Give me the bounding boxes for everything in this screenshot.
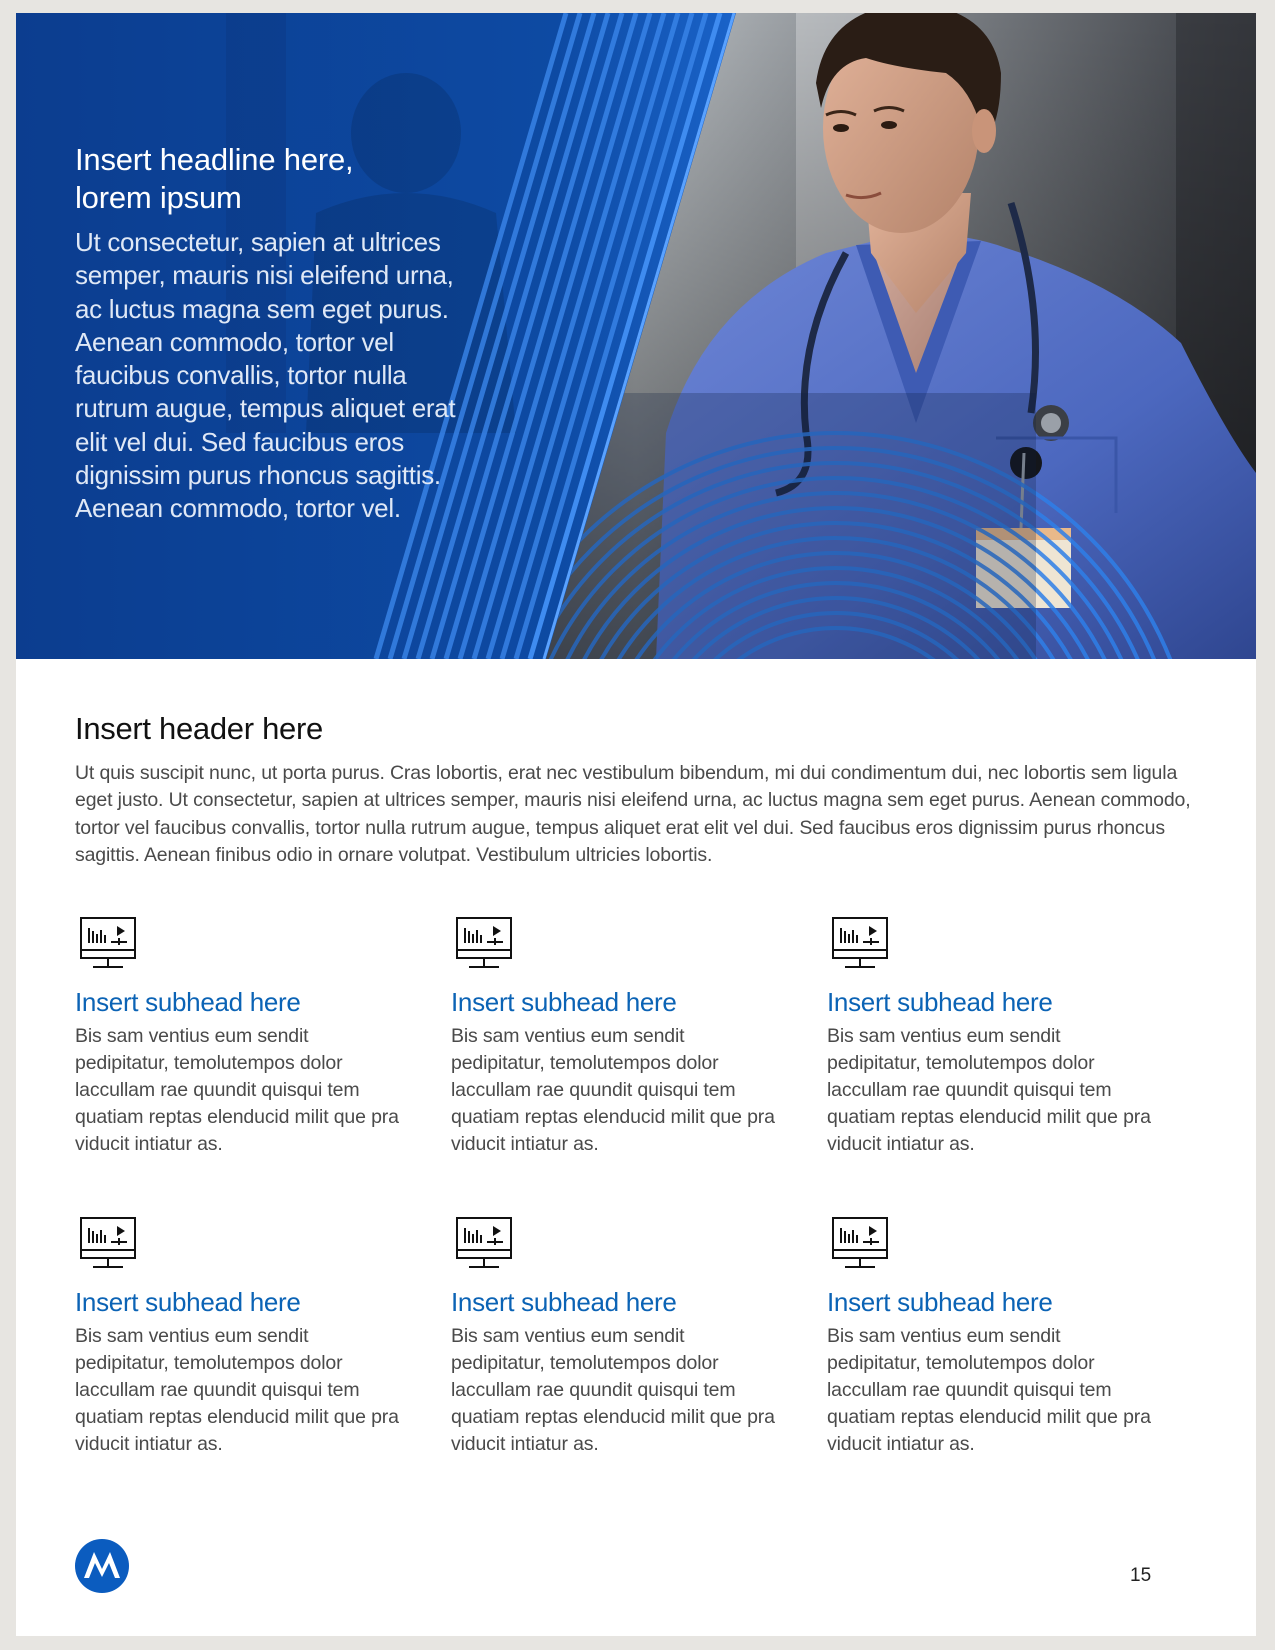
feature-subhead: Insert subhead here	[75, 1287, 301, 1317]
monitor-chart-icon	[455, 1216, 513, 1270]
feature-body: Bis sam ventius eum sendit pedipitatur, temolutempos dolor laccullam rae quundit quisqui tem quatiam reptas elenducid milit que pra viducit intiatur as.	[827, 1325, 1151, 1455]
feature-subhead: Insert subhead here	[451, 987, 677, 1017]
feature-subhead: Insert subhead here	[827, 987, 1053, 1017]
feature-subhead: Insert subhead here	[451, 1287, 677, 1317]
monitor-chart-icon	[455, 916, 513, 970]
motorola-logo-icon	[75, 1539, 129, 1593]
hero-headline-line-2: lorem ipsum	[75, 180, 242, 215]
feature-body: Bis sam ventius eum sendit pedipitatur, temolutempos dolor laccullam rae quundit quisqui tem quatiam reptas elenducid milit que pra viducit intiatur as.	[75, 1325, 399, 1455]
hero-headline	[75, 141, 495, 217]
feature-subhead: Insert subhead here	[75, 987, 301, 1017]
monitor-chart-icon	[79, 916, 137, 970]
section-body-text: Ut quis suscipit nunc, ut porta purus. Cras lobortis, erat nec vestibulum bibendum, mi dui condimentum dui, nec lobortis sem ligula eget justo. Ut consectetur, sapien at ultrices semper, mauris nisi eleifend urna, ac luctus magna sem eget purus. Aenean commodo, tortor vel faucibus convallis, tortor nulla rutrum augue, tempus aliquet erat elit vel dui. Sed faucibus eros dignissim purus rhoncus sagittis. Aenean finibus odio in ornare volutpat. Vestibulum ultricies lobortis.	[75, 762, 1191, 866]
hero-banner	[16, 13, 1256, 659]
section-header: Insert header here	[75, 711, 323, 746]
page	[16, 13, 1256, 1636]
feature-subhead: Insert subhead here	[827, 1287, 1053, 1317]
feature-body: Bis sam ventius eum sendit pedipitatur, temolutempos dolor laccullam rae quundit quisqui tem quatiam reptas elenducid milit que pra viducit intiatur as.	[827, 1025, 1151, 1155]
feature-body: Bis sam ventius eum sendit pedipitatur, temolutempos dolor laccullam rae quundit quisqui tem quatiam reptas elenducid milit que pra viducit intiatur as.	[451, 1325, 775, 1455]
hero-body-text: Ut consectetur, sapien at ultrices semper, mauris nisi eleifend urna, ac luctus magna sem eget purus. Aenean commodo, tortor vel faucibus convallis, tortor nulla rutrum augue, tempus aliquet erat elit vel dui. Sed faucibus eros dignissim purus rhoncus sagittis. Aenean commodo, tortor vel.	[75, 227, 456, 524]
monitor-chart-icon	[831, 916, 889, 970]
monitor-chart-icon	[79, 1216, 137, 1270]
hero-headline-line-1: Insert headline here,	[75, 142, 354, 177]
feature-body: Bis sam ventius eum sendit pedipitatur, temolutempos dolor laccullam rae quundit quisqui tem quatiam reptas elenducid milit que pra viducit intiatur as.	[451, 1025, 775, 1155]
feature-body: Bis sam ventius eum sendit pedipitatur, temolutempos dolor laccullam rae quundit quisqui tem quatiam reptas elenducid milit que pra viducit intiatur as.	[75, 1025, 399, 1155]
monitor-chart-icon	[831, 1216, 889, 1270]
page-number: 15	[1130, 1565, 1152, 1586]
